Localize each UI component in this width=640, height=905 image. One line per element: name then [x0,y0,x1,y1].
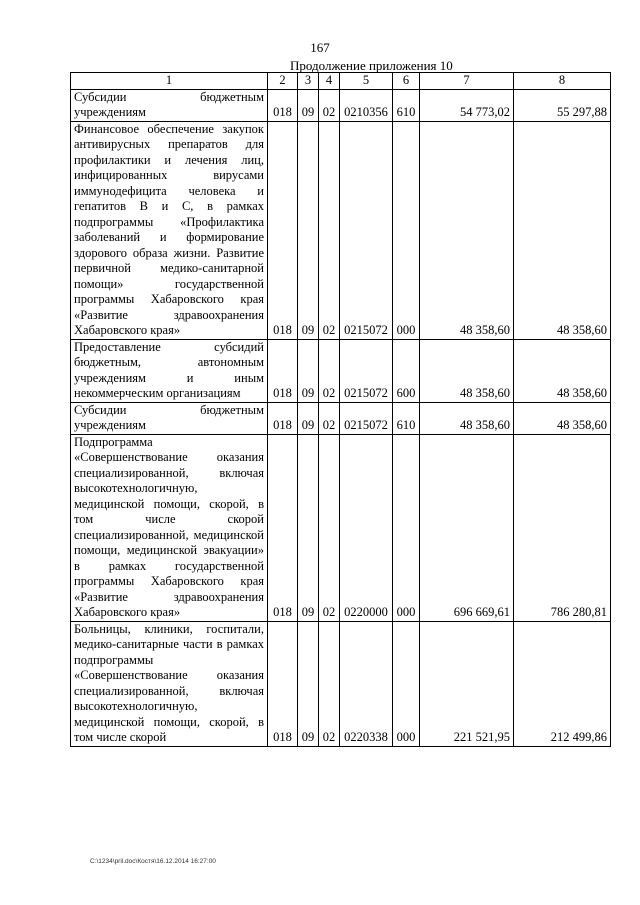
row-description: Субсидии бюджетным учреждениям [71,89,268,121]
row-description: Больницы, клиники, госпитали, медико-санитарные части в рамках подпрограммы «Совершенствование оказания специализированной, включая высокотехнологичную, медицинской помощи, скорой, в том числе скорой [71,621,268,746]
ministry-code: 018 [268,339,298,402]
target-code: 0220000 [340,434,393,621]
ministry-code: 018 [268,621,298,746]
header-cell: 8 [514,73,611,90]
amount-col7: 48 358,60 [420,121,514,339]
target-code: 0215072 [340,402,393,434]
expense-type-code: 000 [393,121,420,339]
row-description: Предоставление субсидий бюджетным, автономным учреждениям и иным некоммерческим организациям [71,339,268,402]
amount-col7: 48 358,60 [420,339,514,402]
amount-col8: 48 358,60 [514,121,611,339]
target-code: 0210356 [340,89,393,121]
expense-type-code: 610 [393,89,420,121]
amount-col8: 48 358,60 [514,402,611,434]
page-number: 167 [310,40,330,55]
ministry-code: 018 [268,402,298,434]
expense-type-code: 600 [393,339,420,402]
section-code: 09 [298,121,319,339]
header-cell: 4 [319,73,340,90]
amount-col7: 221 521,95 [420,621,514,746]
row-description: Финансовое обеспечение закупок антивирусных препаратов для профилактики и лечения лиц, инфицированных вирусами иммунодефицита человека и гепатитов В и С, в рамках подпрограммы «Профилактика заболеваний и формирование здорового образа жизни. Развитие первичной медико-санитарной помощи» государственной программы Хабаровского края «Развитие здравоохранения Хабаровского края» [71,121,268,339]
footer-file-path: C:\1234\pril.doc\Костя\16.12.2014 16:27:00 [90,858,216,865]
table-row [71,339,611,402]
target-code: 0215072 [340,121,393,339]
subsection-code: 02 [319,89,340,121]
section-code: 09 [298,339,319,402]
amount-col8: 786 280,81 [514,434,611,621]
subsection-code: 02 [319,621,340,746]
amount-col7: 696 669,61 [420,434,514,621]
subsection-code: 02 [319,339,340,402]
target-code: 0215072 [340,339,393,402]
ministry-code: 018 [268,121,298,339]
ministry-code: 018 [268,89,298,121]
header-row [71,73,611,90]
amount-col7: 54 773,02 [420,89,514,121]
subsection-code: 02 [319,402,340,434]
table-row [71,121,611,339]
expense-type-code: 610 [393,402,420,434]
header-cell: 7 [420,73,514,90]
header-cell: 1 [71,73,268,90]
section-code: 09 [298,89,319,121]
budget-table [70,72,611,747]
row-description: Подпрограмма «Совершенствование оказания специализированной, включая высокотехнологичную, медицинской помощи, скорой, в том числе скорой специализированной, медицинской помощи, медицинской эвакуации» в рамках государственной программы Хабаровского края «Развитие здравоохранения Хабаровского края» [71,434,268,621]
subsection-code: 02 [319,434,340,621]
target-code: 0220338 [340,621,393,746]
section-code: 09 [298,402,319,434]
header-cell: 2 [268,73,298,90]
table-row [71,89,611,121]
table-row [71,434,611,621]
header-cell: 5 [340,73,393,90]
amount-col7: 48 358,60 [420,402,514,434]
expense-type-code: 000 [393,621,420,746]
header-cell: 6 [393,73,420,90]
amount-col8: 55 297,88 [514,89,611,121]
row-description: Субсидии бюджетным учреждениям [71,402,268,434]
table-row [71,402,611,434]
amount-col8: 212 499,86 [514,621,611,746]
expense-type-code: 000 [393,434,420,621]
section-code: 09 [298,434,319,621]
ministry-code: 018 [268,434,298,621]
subsection-code: 02 [319,121,340,339]
amount-col8: 48 358,60 [514,339,611,402]
table-row [71,621,611,746]
section-code: 09 [298,621,319,746]
header-cell: 3 [298,73,319,90]
continuation-heading: Продолжение приложения 10 [290,58,453,73]
